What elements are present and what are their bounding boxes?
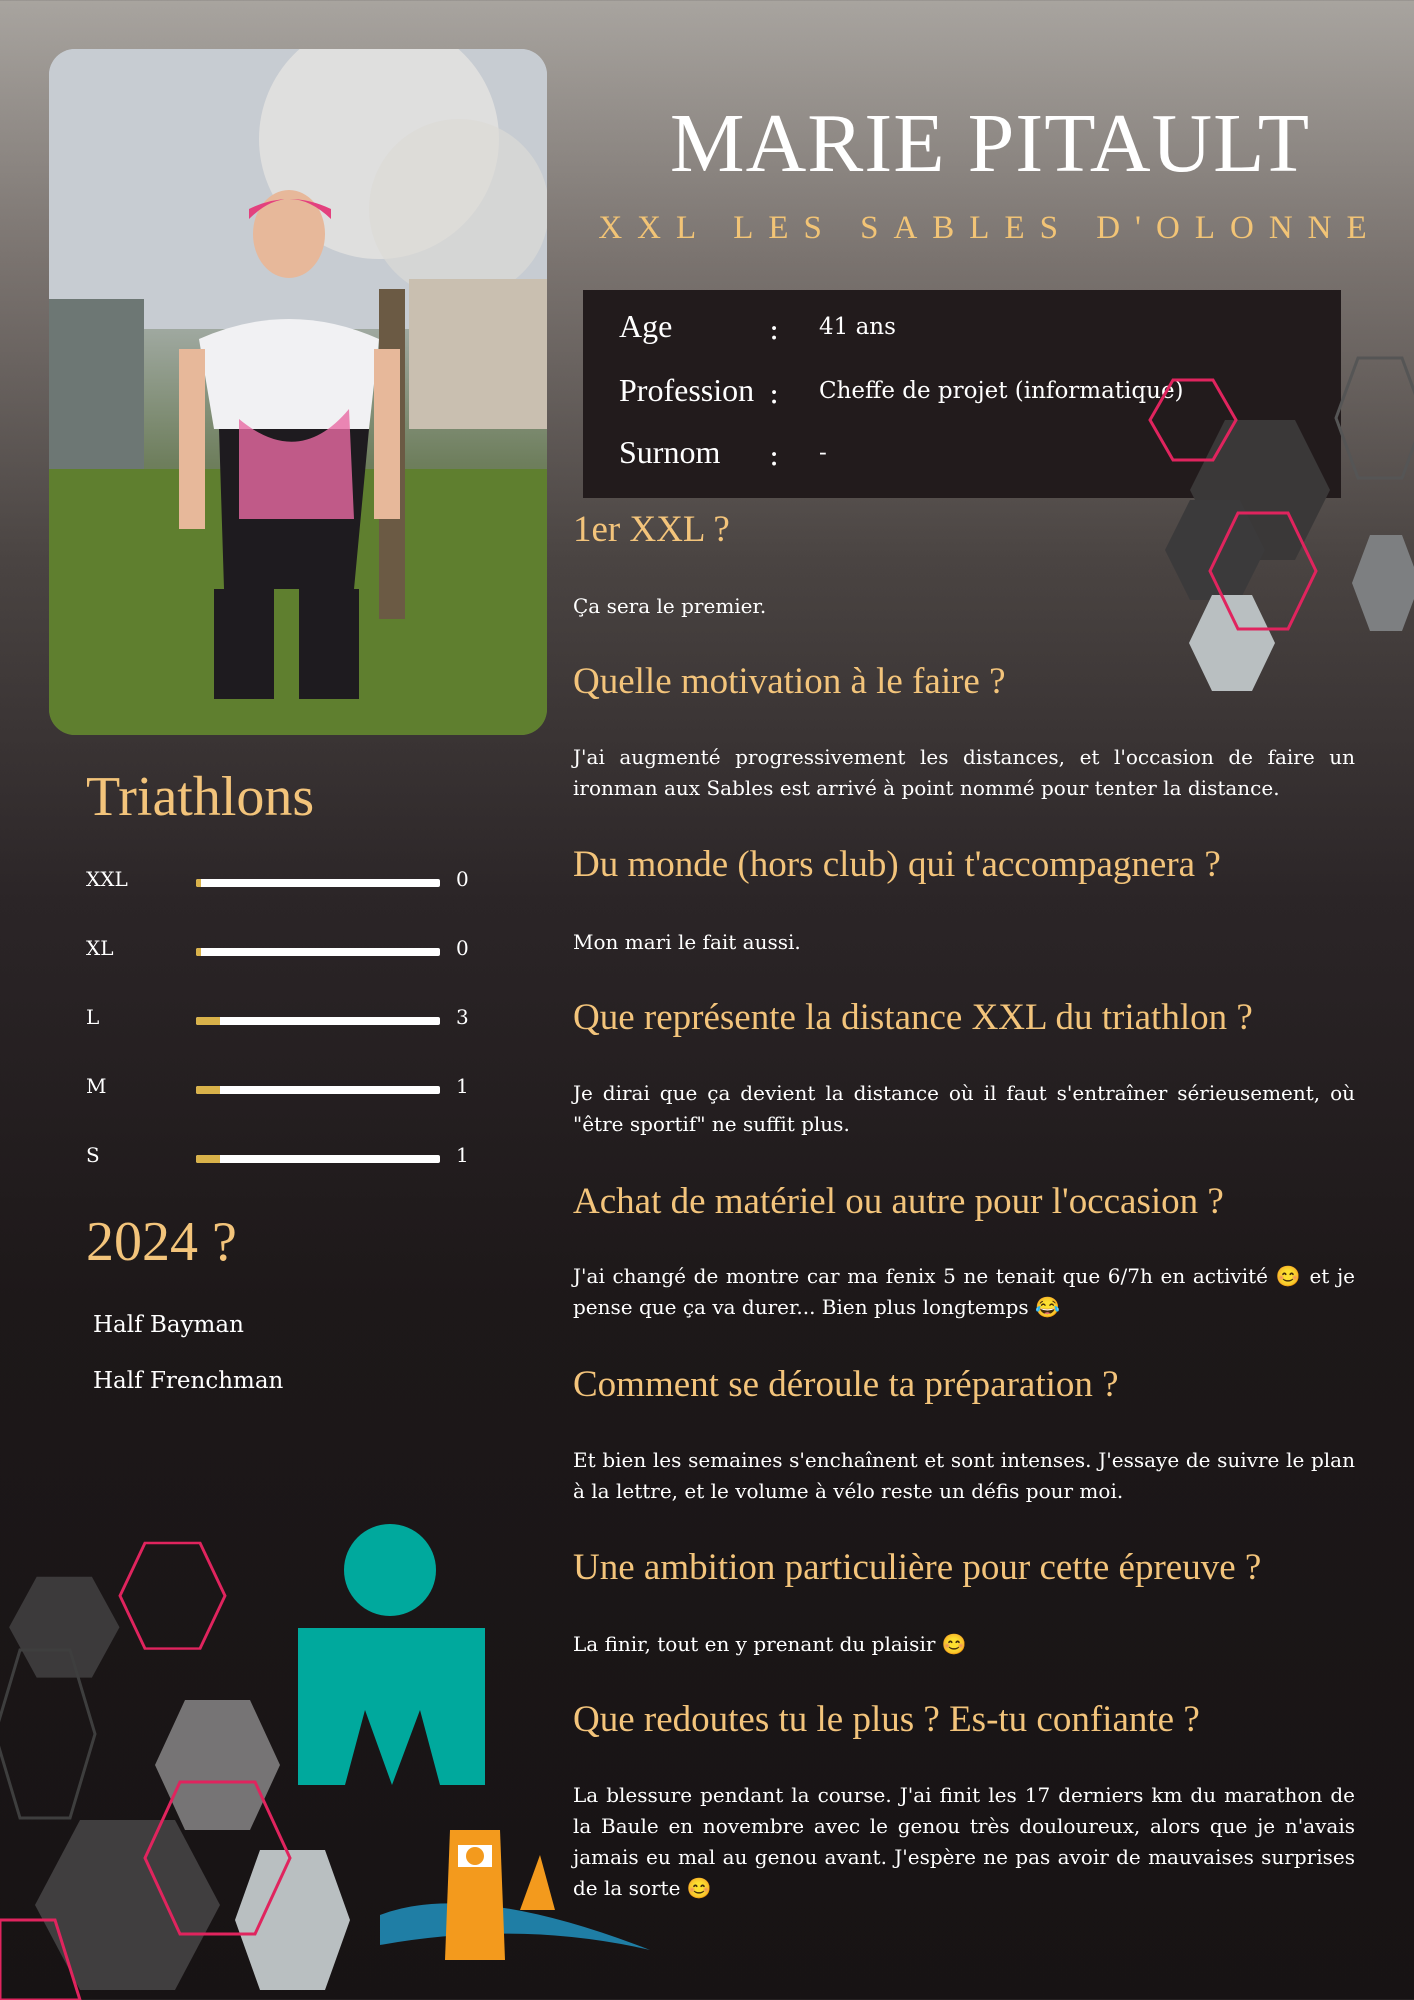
- tri-label: L: [86, 1005, 100, 1029]
- triathlons-title: Triathlons: [86, 766, 315, 828]
- info-label: Surnom: [619, 434, 721, 470]
- tri-count: 3: [456, 1005, 469, 1029]
- info-value: 41 ans: [819, 314, 896, 340]
- answer-text: La finir, tout en y prenant du plaisir 😊: [573, 1632, 967, 1656]
- question-heading: Quelle motivation à le faire ?: [573, 661, 1006, 702]
- tri-progress-fill: [196, 1086, 220, 1094]
- question-heading: Que redoutes tu le plus ? Es-tu confiante ?: [573, 1699, 1200, 1740]
- answer-text: J'ai changé de montre car ma fenix 5 ne tenait que 6/7h en activité 😊 et je pense que ça va durer... Bien plus longtemps 😂: [573, 1264, 1355, 1319]
- tri-count: 1: [456, 1143, 469, 1167]
- info-separator: :: [769, 376, 780, 411]
- bottom-decoration: [0, 1520, 680, 2000]
- info-separator: :: [769, 312, 780, 347]
- tri-progress-fill: [196, 1017, 220, 1025]
- tri-label: XL: [86, 936, 114, 960]
- athlete-name: MARIE PITAULT: [669, 97, 1311, 190]
- answer-text: Mon mari le fait aussi.: [573, 930, 801, 954]
- tri-progress-bar: [196, 879, 440, 887]
- tri-count: 0: [456, 867, 469, 891]
- tri-progress-bar: [196, 1086, 440, 1094]
- planned-event: Half Frenchman: [93, 1368, 284, 1394]
- tri-progress-fill: [196, 1155, 220, 1163]
- athlete-photo-illustration: [49, 49, 547, 735]
- hexagon-decoration-top-right: [1140, 350, 1414, 710]
- info-label: Profession: [619, 372, 755, 408]
- info-separator: :: [769, 438, 780, 473]
- tri-progress-bar: [196, 1155, 440, 1163]
- race-name: XXL LES SABLES D'OLONNE: [598, 210, 1382, 246]
- info-value: -: [819, 440, 827, 466]
- tri-progress-bar: [196, 948, 440, 956]
- answer-text: J'ai augmenté progressivement les distances, et l'occasion de faire un ironman aux Sables est arrivé à point nommé pour tenter la distance.: [573, 745, 1355, 800]
- plans-title: 2024 ?: [86, 1211, 237, 1273]
- question-heading: Comment se déroule ta préparation ?: [573, 1364, 1119, 1405]
- tri-label: XXL: [86, 867, 128, 891]
- question-heading: 1er XXL ?: [573, 509, 730, 550]
- ironman-logo-icon: [298, 1524, 485, 1785]
- question-heading: Que représente la distance XXL du triathlon ?: [573, 997, 1253, 1038]
- tri-progress-fill: [196, 948, 201, 956]
- answer-text: Je dirai que ça devient la distance où il faut s'entraîner sérieusement, où "être sportif" ne suffit plus.: [573, 1081, 1355, 1136]
- question-heading: Du monde (hors club) qui t'accompagnera ?: [573, 844, 1221, 885]
- tri-count: 1: [456, 1074, 469, 1098]
- question-heading: Une ambition particulière pour cette épreuve ?: [573, 1547, 1262, 1588]
- answer-text: La blessure pendant la course. J'ai finit les 17 derniers km du marathon de la Baule en novembre avec le genou très douloureux, alors que je n'avais jamais eu mal au genou avant. J'espère ne pas avoir de mauvaises surprises de la sorte 😊: [573, 1783, 1355, 1900]
- tri-progress-bar: [196, 1017, 440, 1025]
- answer-text: Ça sera le premier.: [573, 594, 767, 618]
- info-value: Cheffe de projet (informatique): [819, 378, 1184, 404]
- planned-event: Half Bayman: [93, 1312, 244, 1338]
- question-heading: Achat de matériel ou autre pour l'occasion ?: [573, 1181, 1224, 1222]
- tri-progress-fill: [196, 879, 201, 887]
- tri-label: S: [86, 1143, 100, 1167]
- answer-text: Et bien les semaines s'enchaînent et sont intenses. J'essaye de suivre le plan à la lettre, et le volume à vélo reste un défis pour moi.: [573, 1448, 1355, 1503]
- tri-count: 0: [456, 936, 469, 960]
- sables-tower-logo-icon: [380, 1830, 650, 1960]
- athlete-photo: [49, 49, 547, 735]
- tri-label: M: [86, 1074, 107, 1098]
- info-label: Age: [619, 308, 673, 344]
